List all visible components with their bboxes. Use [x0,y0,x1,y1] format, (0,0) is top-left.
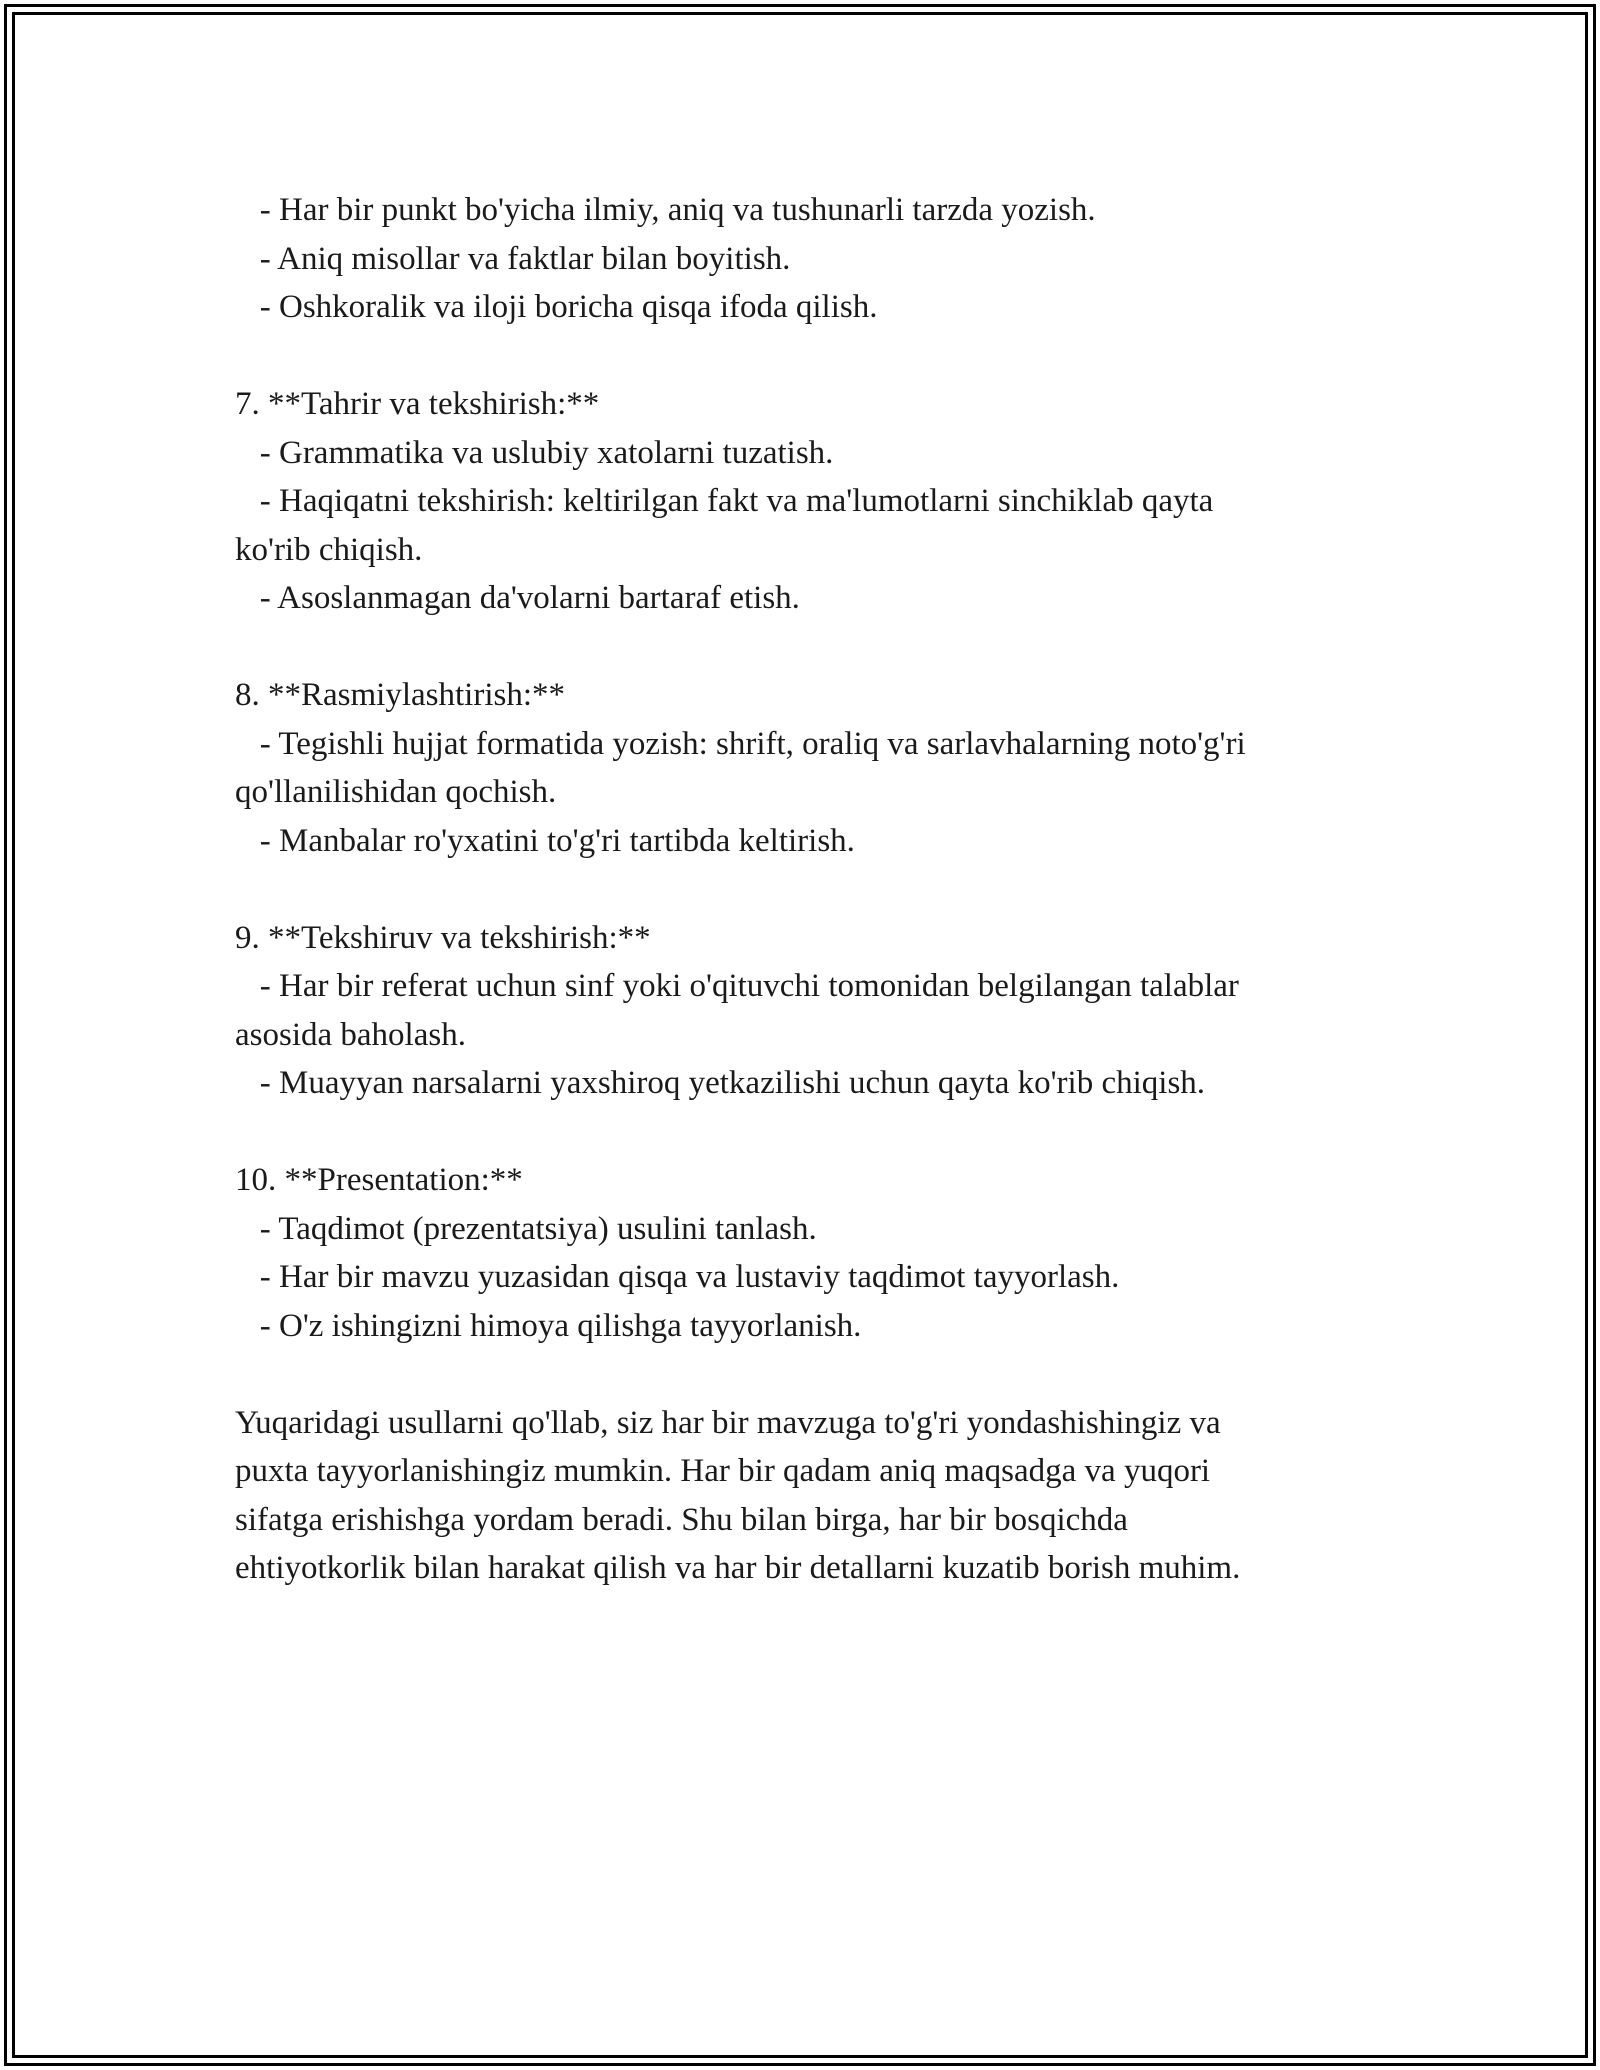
paragraph-gap [235,865,1385,914]
bullet-line: - Har bir mavzu yuzasidan qisqa va lustaviy taqdimot tayyorlash. [235,1259,1120,1295]
paragraph-gap [235,1350,1385,1399]
paragraph-line: Yuqaridagi usullarni qo'llab, siz har bir mavzuga to'g'ri yondashishingiz va [235,1404,1221,1441]
section-10 [235,1156,1385,1350]
bullet-line-continuation: asosida baholash. [235,1016,466,1053]
section-heading: 8. **Rasmiylashtirish:** [235,677,565,713]
section-8 [235,671,1385,865]
section-heading: 9. **Tekshiruv va tekshirish:** [235,919,651,956]
paragraph-line: puxta tayyorlanishingiz mumkin. Har bir qadam aniq maqsadga va yuqori [235,1453,1211,1489]
document-body [235,186,1385,1593]
bullet-line: - Grammatika va uslubiy xatolarni tuzatish. [235,434,834,471]
bullet-line: - Aniq misollar va faktlar bilan boyitish. [235,240,791,277]
bullet-line: - Muayyan narsalarni yaxshiroq yetkazilishi uchun qayta ko'rib chiqish. [235,1065,1206,1101]
conclusion-paragraph [235,1399,1385,1593]
paragraph-gap [235,1108,1385,1157]
section-9 [235,914,1385,1108]
bullet-line: - Manbalar ro'yxatini to'g'ri tartibda keltirish. [235,822,855,859]
bullet-line: - Har bir punkt bo'yicha ilmiy, aniq va tushunarli tarzda yozish. [235,192,1096,228]
bullet-line: - Asoslanmagan da'volarni bartaraf etish. [235,580,800,616]
bullet-line-continuation: qo'llanilishidan qochish. [235,774,557,810]
section-heading: 10. **Presentation:** [235,1162,523,1198]
bullet-line: - Oshkoralik va iloji boricha qisqa ifoda qilish. [235,289,878,325]
bullet-line-continuation: ko'rib chiqish. [235,531,423,568]
section-7 [235,380,1385,623]
section-6-tail [235,186,1385,332]
section-heading: 7. **Tahrir va tekshirish:** [235,386,600,422]
paragraph-gap [235,623,1385,672]
bullet-line: - O'z ishingizni himoya qilishga tayyorlanish. [235,1307,862,1344]
bullet-line: - Har bir referat uchun sinf yoki o'qituvchi tomonidan belgilangan talablar [235,968,1239,1004]
paragraph-line: ehtiyotkorlik bilan harakat qilish va har bir detallarni kuzatib borish muhim. [235,1550,1241,1586]
paragraph-line: sifatga erishishga yordam beradi. Shu bilan birga, har bir bosqichda [235,1501,1128,1538]
paragraph-gap [235,332,1385,381]
bullet-line: - Haqiqatni tekshirish: keltirilgan fakt va ma'lumotlarni sinchiklab qayta [235,483,1214,519]
bullet-line: - Tegishli hujjat formatida yozish: shrift, oraliq va sarlavhalarning noto'g'ri [235,725,1246,762]
bullet-line: - Taqdimot (prezentatsiya) usulini tanlash. [235,1210,817,1247]
